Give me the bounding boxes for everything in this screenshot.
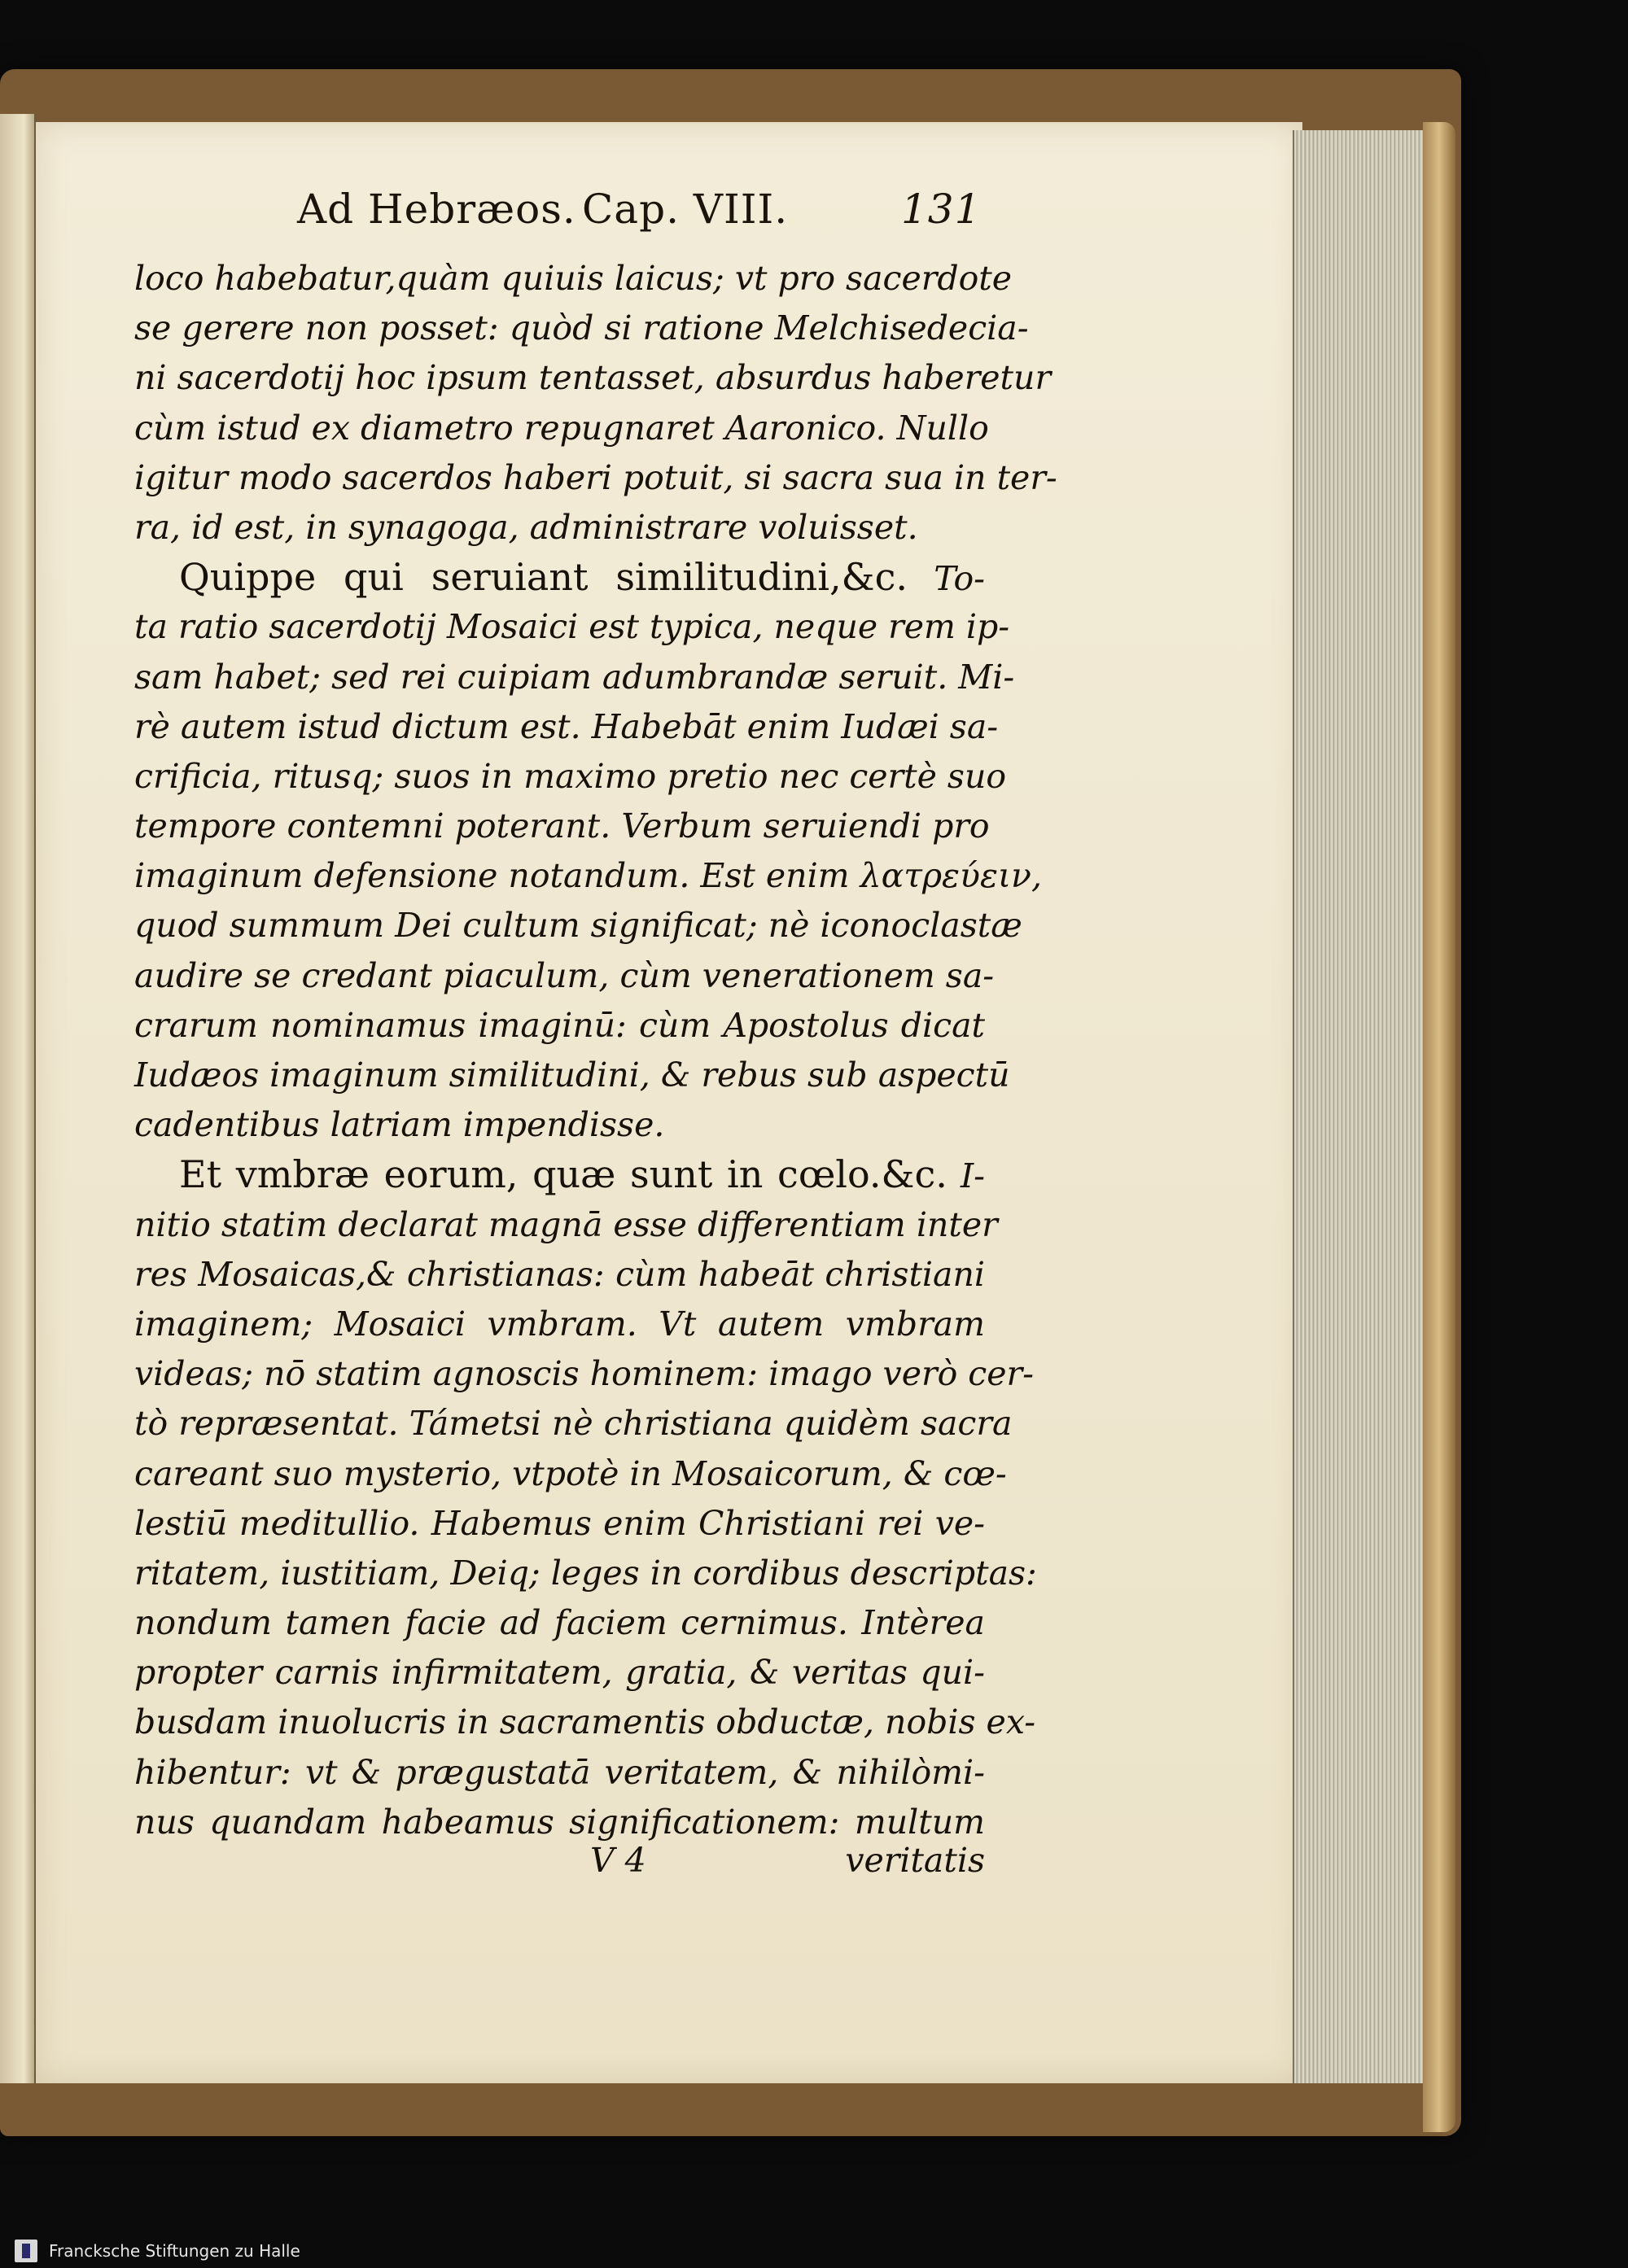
text-line: nondum tamen facie ad faciem cernimus. Intèrea bbox=[134, 1603, 985, 1643]
text-line: sam habet; sed rei cuipiam adumbrandæ seruit. Mi- bbox=[134, 657, 1015, 697]
text-line: res Mosaicas,& christianas: cùm habeāt christiani bbox=[134, 1254, 985, 1294]
signature-mark: V 4 bbox=[590, 1841, 646, 1880]
left-page-edge bbox=[0, 114, 37, 2083]
text-line: busdam inuolucris in sacramentis obductæ, nobis ex- bbox=[134, 1702, 1036, 1742]
text-line: cùm istud ex diametro repugnaret Aaronico. Nullo bbox=[134, 408, 989, 448]
catchword: veritatis bbox=[845, 1841, 985, 1880]
text-line: cadentibus latriam impendisse. bbox=[134, 1105, 665, 1145]
text-line: tempore contemni poterant. Verbum seruiendi pro bbox=[134, 806, 990, 846]
lemma-continuation: To- bbox=[934, 559, 985, 599]
text-line: audire se credant piaculum, cùm venerationem sa- bbox=[134, 955, 995, 995]
text-line: imaginum defensione notandum. Est enim λατρεύειν, bbox=[134, 856, 1043, 896]
text-line: careant suo mysterio, vtpotè in Mosaicorum, & cœ- bbox=[134, 1453, 1007, 1493]
running-header bbox=[297, 186, 989, 243]
text-line: videas; nō statim agnoscis hominem: imago verò cer- bbox=[134, 1354, 1034, 1394]
page-stack-edges bbox=[1293, 130, 1429, 2083]
text-line: crarum nominamus imaginū: cùm Apostolus dicat bbox=[134, 1005, 985, 1045]
text-line: hibentur: vt & prægustatā veritatem, & nihilòmi- bbox=[134, 1752, 985, 1792]
text-line: crificia, ritusq; suos in maximo pretio nec certè suo bbox=[134, 756, 1007, 796]
text-line: nitio statim declarat magnā esse differentiam inter bbox=[134, 1204, 998, 1244]
lemma-continuation: I- bbox=[960, 1156, 985, 1196]
text-line: tò repræsentat. Támetsi nè christiana quidèm sacra bbox=[134, 1404, 1013, 1444]
page-footer bbox=[134, 1841, 985, 1893]
text-line: propter carnis infirmitatem, gratia, & veritas qui- bbox=[134, 1653, 985, 1693]
lemma-line bbox=[134, 1150, 985, 1200]
text-line: imaginem; Mosaici vmbram. Vt autem vmbram bbox=[134, 1304, 985, 1344]
text-line: quod summum Dei cultum significat; nè iconoclastæ bbox=[134, 906, 1022, 946]
text-line: ritatem, iustitiam, Deiq; leges in cordibus descriptas: bbox=[134, 1553, 1037, 1593]
text-line: Iudæos imaginum similitudini, & rebus sub aspectū bbox=[134, 1055, 1010, 1095]
right-cover-edge bbox=[1423, 122, 1455, 2132]
text-line: nus quandam habeamus significationem: multum bbox=[134, 1802, 985, 1842]
text-line: ta ratio sacerdotij Mosaici est typica, neque rem ip- bbox=[134, 607, 1010, 647]
page-number: 131 bbox=[901, 186, 982, 233]
text-line: lestiū meditullio. Habemus enim Christiani rei ve- bbox=[134, 1503, 985, 1543]
header-title: Ad Hebræos. bbox=[297, 186, 576, 233]
text-line: loco habebatur,quàm quiuis laicus; vt pro sacerdote bbox=[134, 259, 1013, 298]
body-text bbox=[134, 254, 1057, 1847]
institution-logo-icon bbox=[15, 2240, 37, 2262]
header-chapter: Cap. VIII. bbox=[582, 186, 789, 233]
lemma-quote: Quippe qui seruiant similitudini,&c. bbox=[179, 555, 908, 600]
text-line: se gerere non posset: quòd si ratione Melchisedecia- bbox=[134, 308, 1029, 348]
text-line: ra, id est, in synagoga, administrare voluisset. bbox=[134, 507, 918, 547]
institution-name: Francksche Stiftungen zu Halle bbox=[49, 2241, 300, 2261]
text-line: rè autem istud dictum est. Habebāt enim Iudæi sa- bbox=[134, 706, 999, 746]
lemma-quote: Et vmbræ eorum, quæ sunt in cœlo.&c. bbox=[179, 1152, 947, 1197]
lemma-line bbox=[134, 553, 985, 602]
text-line: ni sacerdotij hoc ipsum tentasset, absurdus haberetur bbox=[134, 358, 1052, 398]
text-line: igitur modo sacerdos haberi potuit, si sacra sua in ter- bbox=[134, 457, 1057, 497]
